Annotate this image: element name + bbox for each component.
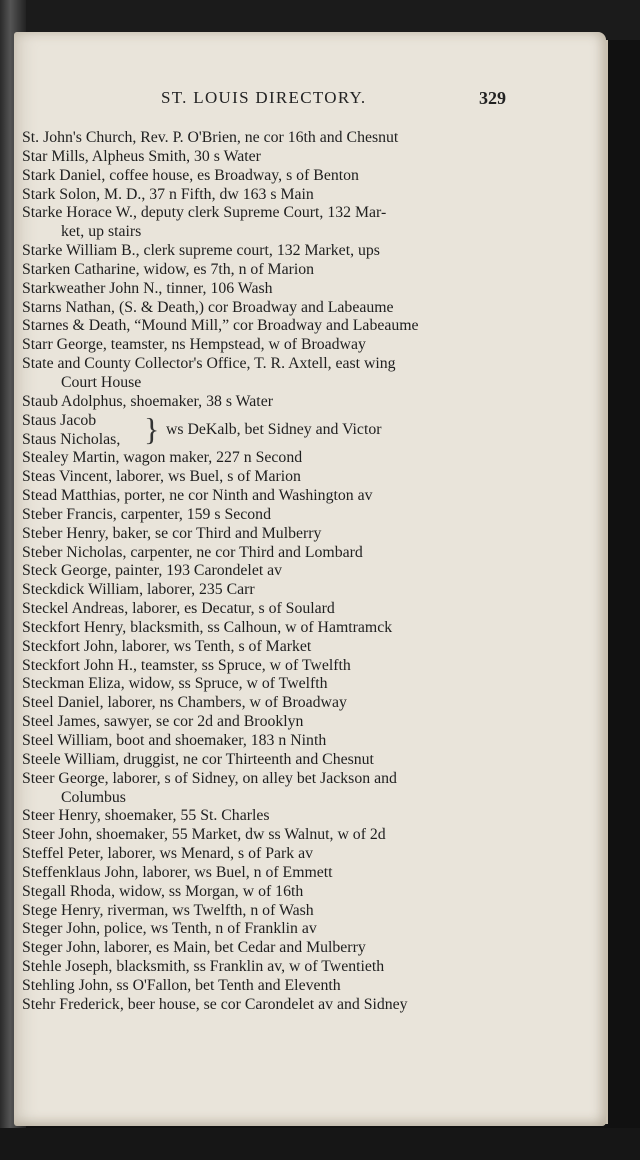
list-item: Steele William, druggist, ne cor Thirteenth and Chesnut [22, 750, 374, 768]
list-item: Stehle Joseph, blacksmith, ss Franklin av, w of Twentieth [22, 958, 385, 976]
list-item-continuation: Court House [61, 373, 142, 391]
list-item: Stead Matthias, porter, ne cor Ninth and Washington av [22, 487, 373, 505]
list-item: State and County Collector's Office, T. R. Axtell, east wing [22, 355, 396, 373]
background-bottom [0, 1128, 640, 1160]
list-item: Stegall Rhoda, widow, ss Morgan, w of 16th [22, 882, 304, 900]
brace-group [22, 412, 522, 450]
list-item: Starnes & Death, “Mound Mill,” cor Broadway and Labeaume [22, 317, 419, 335]
list-item: Stehr Frederick, beer house, se cor Carondelet av and Sidney [22, 995, 408, 1013]
list-item: Stehling John, ss O'Fallon, bet Tenth and Eleventh [22, 976, 341, 994]
list-item: Steckfort John H., teamster, ss Spruce, w of Twelfth [22, 656, 351, 674]
list-item: Starke William B., clerk supreme court, 132 Market, ups [22, 242, 380, 260]
list-item: Steas Vincent, laborer, ws Buel, s of Marion [22, 468, 301, 486]
list-item: Steckdick William, laborer, 235 Carr [22, 581, 255, 599]
list-item: Starke Horace W., deputy clerk Supreme Court, 132 Mar- [22, 204, 387, 222]
entries-before [22, 129, 522, 412]
list-item: Steber Nicholas, carpenter, ne cor Third and Lombard [22, 543, 363, 561]
list-item: Stege Henry, riverman, ws Twelfth, n of Wash [22, 901, 314, 919]
list-item: Starken Catharine, widow, es 7th, n of Marion [22, 260, 315, 278]
list-item: Steckman Eliza, widow, ss Spruce, w of Twelfth [22, 675, 328, 693]
list-item: Starns Nathan, (S. & Death,) cor Broadway and Labeaume [22, 298, 394, 316]
list-item: Stealey Martin, wagon maker, 227 n Second [22, 449, 303, 467]
list-item: Star Mills, Alpheus Smith, 30 s Water [22, 147, 261, 165]
list-item: Steckfort John, laborer, ws Tenth, s of Market [22, 637, 312, 655]
page-number: 329 [479, 88, 506, 108]
brace-shared-address: ws DeKalb, bet Sidney and Victor [166, 420, 382, 438]
list-item: Steckfort Henry, blacksmith, ss Calhoun, w of Hamtramck [22, 618, 393, 636]
list-item: Steger John, laborer, es Main, bet Cedar and Mulberry [22, 939, 366, 957]
list-item: Steel Daniel, laborer, ns Chambers, w of Broadway [22, 694, 347, 712]
list-item: Staus Jacob [22, 411, 97, 429]
list-item: Steger John, police, ws Tenth, n of Franklin av [22, 920, 317, 938]
entries-after [22, 449, 522, 1014]
list-item-continuation: Columbus [61, 788, 126, 806]
brace-icon: } [144, 410, 160, 447]
list-item: Steber Francis, carpenter, 159 s Second [22, 505, 271, 523]
list-item: St. John's Church, Rev. P. O'Brien, ne cor 16th and Chesnut [22, 129, 399, 146]
list-item: Steck George, painter, 193 Carondelet av [22, 562, 283, 580]
list-item-continuation: ket, up stairs [61, 223, 142, 241]
list-item: Starr George, teamster, ns Hempstead, w of Broadway [22, 336, 366, 354]
list-item: Stark Daniel, coffee house, es Broadway, s of Benton [22, 166, 359, 184]
page-header [14, 88, 606, 112]
list-item: Steel James, sawyer, se cor 2d and Brooklyn [22, 713, 304, 731]
brace-names [22, 410, 160, 450]
list-item: Steffel Peter, laborer, ws Menard, s of Park av [22, 845, 314, 863]
list-item: Steer Henry, shoemaker, 55 St. Charles [22, 807, 270, 825]
list-item: Staus Nicholas, [22, 430, 121, 448]
list-item: Steer John, shoemaker, 55 Market, dw ss Walnut, w of 2d [22, 826, 386, 844]
list-item: Steber Henry, baker, se cor Third and Mulberry [22, 524, 322, 542]
list-item: Staub Adolphus, shoemaker, 38 s Water [22, 392, 273, 410]
list-item: Steel William, boot and shoemaker, 183 n Ninth [22, 732, 327, 749]
list-item: Stark Solon, M. D., 37 n Fifth, dw 163 s Main [22, 185, 314, 203]
list-item: Steer George, laborer, s of Sidney, on alley bet Jackson and [22, 769, 397, 787]
list-item: Steffenklaus John, laborer, ws Buel, n of Emmett [22, 863, 333, 881]
directory-entries [22, 129, 522, 1015]
running-head: ST. LOUIS DIRECTORY. [161, 88, 367, 107]
list-item: Steckel Andreas, laborer, es Decatur, s of Soulard [22, 600, 335, 618]
list-item: Starkweather John N., tinner, 106 Wash [22, 279, 273, 297]
